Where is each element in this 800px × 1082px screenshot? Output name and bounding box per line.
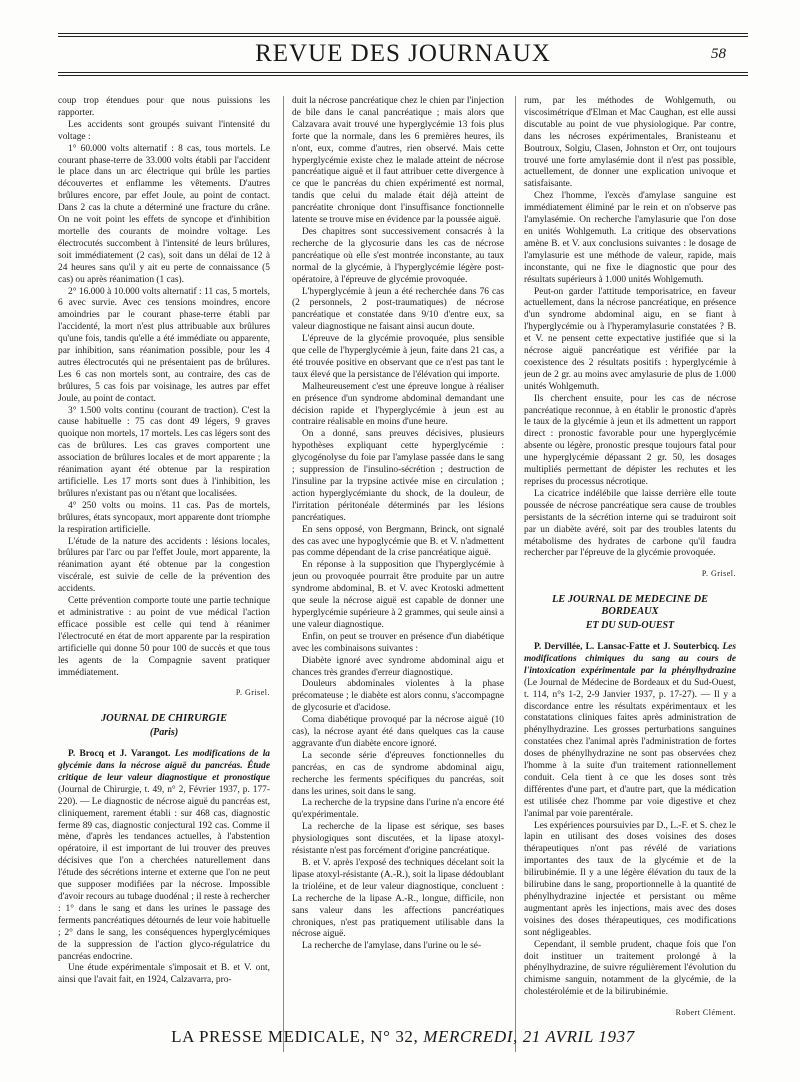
column-1 bbox=[58, 96, 270, 1056]
column-2 bbox=[292, 96, 504, 1056]
paragraph: On a donné, sans preuves décisives, plusieurs hypothèses expliquant cette hyperglycémie : glycogénolyse du foie par l'amylase passée dans le sang ; suppression de l'insulino-sécrétion ; destruction de l'insuline par la trypsine activée mise en circulation ; action hyperglycémiante du shock, de la douleur, de l'irritation péritonéale déterminés par les lésions pancréatiques. bbox=[292, 429, 504, 523]
signature: P. Grisel. bbox=[701, 569, 736, 579]
article-reference: (Journal de Chirurgie, t. 49, n° 2, Février 1937, p. 177-220). bbox=[58, 784, 270, 807]
article-authors: P. Dervillée, L. Lansac-Fatte et J. Souterbicq. bbox=[534, 641, 720, 652]
article-abstract bbox=[58, 749, 270, 963]
paragraph: 2° 16.000 à 10.000 volts alternatif : 11 cas, 5 mortels, 6 avec survie. Avec ces tensions moindres, encore amoindries par le courant phase-terre établi par l'accidenté, la mort n'est plus attribuable aux brûlures qu'une fois, tandis qu'elle a été immédiate ou apparente, par inhibition, sans réanimation possible, pour les 4 autres électrocutés qui ne présentaient pas de brûlures. Les 6 cas non mortels sont, au contraire, des cas de brûlures, 5 cas fois par voisinage, les autres par effet Joule, au point de contact. bbox=[58, 286, 270, 404]
column-3 bbox=[524, 96, 736, 1056]
paragraph: Les accidents sont groupés suivant l'intensité du voltage : bbox=[58, 119, 270, 142]
section-title: LE JOURNAL DE MEDECINE DE BORDEAUX bbox=[551, 594, 709, 618]
top-rule bbox=[58, 33, 748, 34]
paragraph: B. et V. après l'exposé des techniques décelant soit la lipase atoxyl-résistante (A.-R.), soit la lipase dédoublant la trioléine, et de leur valeur diagnostique, concluent : La recherche de la lipase A.-R., longue, difficile, non sans valeur dans les affections pancréatiques chroniques, n'est pas pratiquement utilisable dans la nécrose aiguë. bbox=[292, 858, 504, 940]
paragraph: Chez l'homme, l'excès d'amylase sanguine est immédiatement éliminé par le rein et on n'observe pas l'amylasémie. On recherche l'amylasurie que l'on dose en unités Wohlgemuth. La critique des observations amène B. et V. aux conclusions suivantes : le dosage de l'amylasurie est une méthode de valeur, rapide, mais inconstante, qui ne fixe le diagnostic que pour des résultats supérieurs à 1.000 unités Wohlgemuth. bbox=[524, 191, 736, 285]
paragraph: L'épreuve de la glycémie provoquée, plus sensible que celle de l'hyperglycémie à jeun, faite dans 21 cas, a été trouvée positive en observant que ce n'est pas tant le taux élevé que la persistance de l'élévation qui importe. bbox=[292, 334, 504, 380]
paragraph: duit la nécrose pancréatique chez le chien par l'injection de bile dans le canal pancréatique ; mais alors que Calzavara avait trouvé une hyperglycémie 13 fois plus forte que la normale, dans les 6 premières heures, ils n'ont, eux, comme d'autres, rien observé. Mais cette hyperglycémie existe chez le malade atteint de nécrose pancréatique aiguë et il faut attribuer cette divergence à ce que le pancréas du chien expérimenté est normal, tandis que celui du malade était déjà atteint de pancréatite chronique dont l'insuffisance fonctionnelle latente se trouve mise en évidence par la poussée aiguë. bbox=[292, 96, 504, 226]
page-header bbox=[58, 40, 748, 70]
footer-date: MERCREDI, 21 AVRIL 1937 bbox=[423, 1027, 635, 1046]
paragraph: 3° 1.500 volts continu (courant de traction). C'est la cause habituelle : 75 cas dont 49 légers, 9 graves quoique non mortels, 17 mortels. Les cas légers sont des cas de brûlures. Les cas graves comportent une association de brûlures locales et de mort apparente ; la réanimation ayant été obtenue par la respiration artificielle. Les 17 morts sont dues à l'inhibition, les brûlures n'existant pas ou n'étant que localisées. bbox=[58, 405, 270, 499]
paragraph: 1° 60.000 volts alternatif : 8 cas, tous mortels. Le courant phase-terre de 33.000 volts établi par l'accident le place dans un arc électrique qui brûle les parties découvertes et enflamme les vêtements. D'autres brûlures encore, par effet Joule, au point de contact. Dans 2 cas la chute a déterminé une fracture du crâne. On ne voit point les effets de syncope et d'inhibition mortelle des courants de moindre voltage. Les électrocutés succombent à l'intensité de leurs brûlures, soit immédiatement (2 cas), soit dans un délai de 12 à 24 heures sans qu'il y ait eu perte de connaissance (5 cas) ou après réanimation (1 cas). bbox=[58, 143, 270, 285]
paragraph: En réponse à la supposition que l'hyperglycémie à jeun ou provoquée pourrait être produite par un autre syndrome abdominal, B. et V. avec Krotoski admettent que seule la nécrose aiguë est capable de donner une hyperglycémie supérieure à 2 grammes, qui seule ainsi a une valeur diagnostique. bbox=[292, 560, 504, 630]
column-divider-1 bbox=[283, 96, 284, 1052]
paragraph: coup trop étendues pour que nous puissions les rapporter. bbox=[58, 96, 270, 118]
section-title: JOURNAL DE CHIRURGIE bbox=[100, 713, 228, 725]
paragraph: Coma diabétique provoqué par la nécrose aiguë (10 cas), la nécrose ayant été dans quelques cas la cause aggravante d'un diabète encore ignoré. bbox=[292, 715, 504, 749]
paragraph: La recherche de la lipase est sérique, ses bases physiologiques sont discutées, et la lipase atoxyl-résistante n'est pas forcément d'origine pancréatique. bbox=[292, 822, 504, 857]
paragraph: Les expériences poursuivies par D., L.-F. et S. chez le lapin en utilisant des doses voisines des doses thérapeutiques n'ont pas révélé de variations importantes des taux de la glycémie et de la bilirubinémie. Il y a une légère élévation du taux de la bilirubine dans le sang, proportionnelle à la quantité de phénylhydrazine injectée et persistant ou même augmentant après les injections, mais avec des doses voisines des doses thérapeutiques, ces modifications sont négligeables. bbox=[524, 820, 736, 938]
article-title: Les modifications de la glycémie dans la nécrose aiguë du pancréas. Étude critique de leur valeur diagnostique et pronostique bbox=[58, 749, 270, 783]
paragraph: Douleurs abdominales violentes à la phase précomateuse ; le diabète est alors connu, s'accompagne de glycosurie et d'acidose. bbox=[292, 679, 504, 714]
article-body: — Il y a discordance entre les résultats expérimentaux et les constatations cliniques faites après administration de phénylhydrazine. Les grosses perturbations sanguines constatées chez l'animal après l'administration de fortes doses de phénylhydrazine ne sont pas observées chez l'homme à la suite d'un traitement rationnellement conduit. Cela tient à ce que les doses sont très différentes d'une part, et d'autre part, que la médication est utilisée chez l'homme par voie digestive et chez l'animal par voie parentérale. bbox=[524, 689, 736, 819]
top-rule-2 bbox=[58, 36, 748, 37]
page-number: 58 bbox=[711, 46, 726, 62]
paragraph: Peut-on garder l'attitude temporisatrice, en faveur actuellement, dans la nécrose pancréatique, en présence d'un syndrome abdominal aigu, en se fiant à l'hyperglycémie ou à l'hyperamylasurie constatées ? B. et V. ne pensent cette expectative justifiée que si la nécrose aiguë pancréatique est vérifiée par la coexistence des 2 résultats positifs : hyperglycémie à jeun de 2 gr. au moins avec amylasurie de plus de 1.000 unités Wohlgemuth. bbox=[524, 286, 736, 392]
paragraph: Cette prévention comporte toute une partie technique et administrative : au point de vue médical l'action efficace possible est celle qui tend à réanimer l'électrocuté en état de mort apparente par la respiration artificielle qui donne 50 pour 100 de succès et que tous les agents de la Compagnie savent pratiquer immédiatement. bbox=[58, 596, 270, 678]
paragraph: La recherche de l'amylase, dans l'urine ou le sé- bbox=[302, 941, 482, 952]
column-divider-2 bbox=[515, 96, 516, 1052]
header-rule-2 bbox=[58, 75, 748, 76]
paragraph: La recherche de la trypsine dans l'urine n'a encore été qu'expérimentale. bbox=[292, 798, 504, 821]
header-rule bbox=[58, 72, 748, 73]
paragraph: rum, par les méthodes de Wohlgemuth, ou viscosimétrique d'Elman et Mac Caughan, est elle aussi discutable au point de vue physiologique. Par contre, dans les nécroses expérimentales, Branisteanu et Boutroux, Solgiu, Clasen, Johnston et Orr, ont toujours trouvé une forte amylasémie dont il n'est pas possible, actuellement, de donner une explication univoque et satisfaisante. bbox=[524, 96, 736, 190]
paragraph: La seconde série d'épreuves fonctionnelles du pancréas, en cas de syndrome abdominal aigu, recherche les ferments spécifiques du pancréas, soit dans les urines, soit dans le sang. bbox=[292, 750, 504, 797]
paragraph: Une étude expérimentale s'imposait et B. et V. ont, ainsi que l'avait fait, en 1924, Calzavarra, pro- bbox=[58, 963, 270, 986]
paragraph: Diabète ignoré avec syndrome abdominal aigu et chances très grandes d'erreur diagnostique. bbox=[292, 655, 504, 678]
paragraph: En sens opposé, von Bergmann, Brinck, ont signalé des cas avec une hypoglycémie que B. et V. n'admettent pas comme dépendant de la crise pancréatique aiguë. bbox=[292, 524, 504, 559]
section-subtitle: ET DU SUD-OUEST bbox=[585, 620, 675, 632]
signature: Robert Clément. bbox=[675, 1008, 736, 1018]
article-body: — Le diagnostic de nécrose aiguë du pancréas est, cliniquement, rarement établi : sur 468 cas, diagnostic ferme 89 cas, diagnostic conjectural 192 cas. Comme il mène, d'après les tendances actuelles, à l'abstention opératoire, il est important de lui trouver des preuves décisives que l'on a cherchées naturellement dans l'étude des sécrétions interne et externe que l'on ne peut que supposer modifiées par la nécrose. Impossible d'avoir recours au tubage duodénal ; il reste à rechercher : 1° dans le sang et dans les urines le passage des ferments pancréatiques détournés de leur voie habituelle ; 2° dans le sang, les conséquences hyperglycémiques de la suppression de l'action glyco-régulatrice du pancréas endocrine. bbox=[58, 796, 270, 962]
paragraph: L'étude de la nature des accidents : lésions locales, brûlures par l'arc ou par l'effet Joule, mort apparente, la réanimation ayant été obtenue par la congestion viscérale, est suivie de celle de la prévention des accidents. bbox=[58, 536, 270, 595]
paragraph: 4° 250 volts ou moins. 11 cas. Pas de mortels, brûlures, états syncopaux, mort apparente dont triomphe la respiration artificielle. bbox=[58, 500, 270, 535]
paragraph: Enfin, on peut se trouver en présence d'un diabétique avec les combinaisons suivantes : bbox=[292, 631, 504, 654]
article-authors: P. Brocq et J. Varangot. bbox=[68, 749, 171, 760]
paragraph: Ils cherchent ensuite, pour les cas de nécrose pancréatique reconnue, à en établir le pronostic d'après le taux de la glycémie à jeun et ils admettent un rapport direct : pronostic favorable pour une hyperglycémie absente ou légère, pronostic presque toujours fatal pour une hyperglycémie dépassant 2 gr. 50, les dosages multipliés permettant de dépister les rechutes et les reprises du processus nécrotique. bbox=[524, 393, 736, 487]
article-reference: (Le Journal de Médecine de Bordeaux et du Sud-Ouest, t. 114, n°s 1-2, 2-9 Janvier 1937, p. 17-27). bbox=[524, 677, 736, 700]
signature: P. Grisel. bbox=[235, 688, 270, 698]
header-title: REVUE DES JOURNAUX bbox=[255, 40, 551, 67]
footer-journal: LA PRESSE MEDICALE, N° 32, bbox=[171, 1027, 419, 1046]
paragraph: L'hyperglycémie à jeun a été recherchée dans 76 cas (2 personnels, 2 post-traumatiques) de nécrose pancréatique et constatée dans 9/10 d'entre eux, sa valeur diagnostique ne faisant ainsi aucun doute. bbox=[292, 286, 504, 333]
paragraph: Cependant, il semble prudent, chaque fois que l'on doit instituer un traitement prolongé à la phénylhydrazine, de suivre régulièrement l'évolution du chimisme sanguin, notamment de la glycémie, de la cholestérolémie et de la bilirubinémie. bbox=[524, 939, 736, 998]
paragraph: Des chapitres sont successivement consacrés à la recherche de la glycosurie dans les cas de nécrose pancréatique où elle s'est montrée inconstante, au taux normal de la glycémie, à l'hyperglycémie légère post-opératoire, à l'épreuve de glycémie provoquée. bbox=[292, 226, 504, 285]
page-footer bbox=[58, 1027, 748, 1047]
article-title: Les modifications chimiques du sang au cours de l'intoxication expérimentale par la phénylhydrazine bbox=[524, 641, 736, 676]
paragraph: Malheureusement c'est une épreuve longue à réaliser en présence d'un syndrome abdominal demandant une décision rapide et l'hyperglycémie à jeun est au contraire réalisable en moins d'une heure. bbox=[292, 381, 504, 428]
paragraph: La cicatrice indélébile que laisse derrière elle toute poussée de nécrose pancréatique sera cause de troubles persistants de la sécrétion interne qui se traduiront soit par un diabète avéré, soit par des troubles latents du métabolisme des hydrates de carbone qu'il faudra rechercher par l'épreuve de la glycémie provoquée. bbox=[524, 488, 736, 559]
section-subtitle: (Paris) bbox=[149, 727, 179, 739]
article-abstract bbox=[524, 642, 736, 821]
